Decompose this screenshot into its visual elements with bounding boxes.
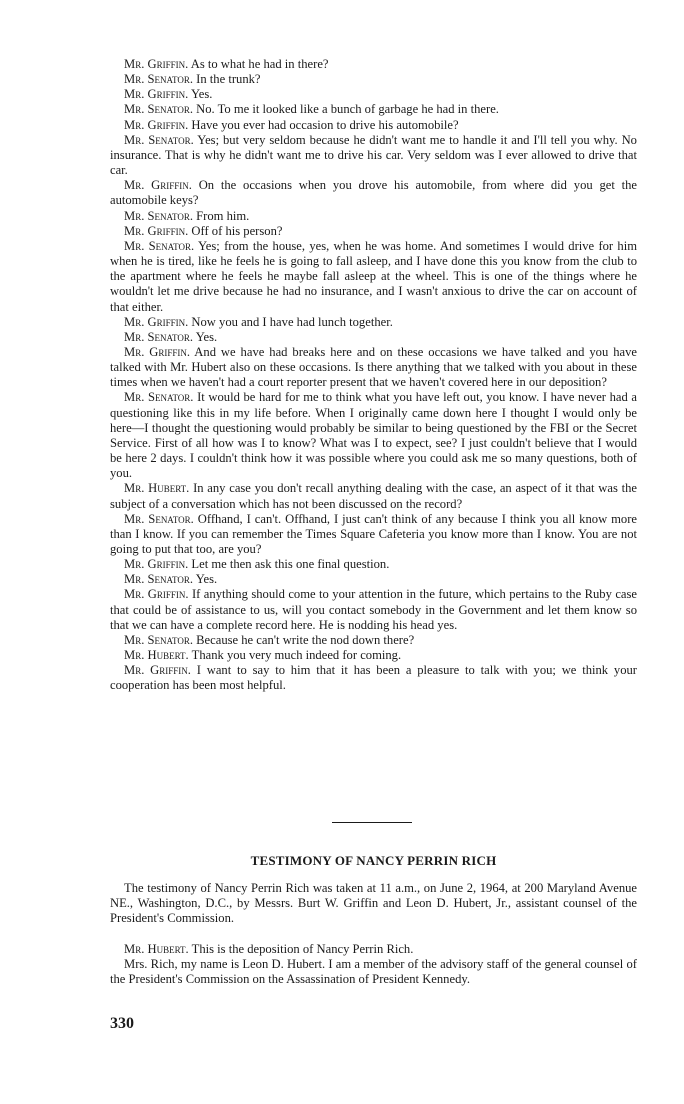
speech-text: Yes. [195, 329, 218, 344]
testimony-intro: The testimony of Nancy Perrin Rich was taken at 11 a.m., on June 2, 1964, at 200 Maryland Avenue NE., Washington, D.C., by Messrs. Burt W. Griffin and Leon D. Hubert, Jr., assistant counsel of the President's Commission. [110, 881, 637, 926]
speech-paragraph [110, 633, 637, 648]
speech-text: Have you ever had occasion to drive his automobile? [191, 117, 459, 132]
speech-paragraph [110, 345, 637, 390]
speaker-name: Mr. Senator. [124, 102, 193, 117]
section-heading: TESTIMONY OF NANCY PERRIN RICH [250, 853, 497, 868]
speech-text: From him. [196, 208, 250, 223]
speaker-name: Mr. Senator. [124, 208, 193, 223]
speaker-name: Mr. Griffin. [124, 314, 189, 329]
speech-paragraph [110, 118, 637, 133]
speech-text: No. To me it looked like a bunch of garbage he had in there. [196, 102, 499, 117]
speech-text: In the trunk? [196, 72, 261, 87]
speech-text: If anything should come to your attention in the future, which pertains to the Ruby case that could be of assistance to us, will you contact somebody in the Government and let them know so that we can have a complete record here. He is nodding his head yes. [110, 587, 637, 632]
page-number: 330 [110, 1015, 134, 1032]
speech-text: Now you and I have had lunch together. [191, 314, 393, 329]
speech-text: And we have had breaks here and on these occasions we have talked and you have talked with Mr. Hubert also on these occasions. Is there anything that we talked with you about in these times when we haven't had a court reporter present that we haven't covered here in our deposition? [110, 344, 637, 390]
speech-paragraph [110, 315, 637, 330]
speech-text: Yes. [195, 572, 218, 587]
speech-text: On the occasions when you drove his automobile, from where did you get the automobile keys? [110, 178, 638, 208]
speech-paragraph [110, 663, 637, 693]
speaker-name: Mr. Griffin. [124, 57, 189, 71]
transcript-continuation [110, 57, 637, 694]
speech-paragraph [110, 572, 637, 587]
speaker-name: Mr. Senator. [124, 329, 193, 344]
speaker-name: Mr. Senator. [124, 632, 193, 647]
speech-paragraph [110, 648, 637, 663]
speaker-name: Mr. Senator. [124, 572, 193, 587]
speech-paragraph [110, 133, 637, 178]
speech-paragraph [110, 57, 637, 72]
speaker-name: Mr. Hubert. [124, 648, 189, 663]
speaker-name: Mr. Griffin. [124, 178, 192, 193]
speaker-name: Mr. Griffin. [124, 344, 191, 359]
speech-paragraph [110, 942, 637, 957]
speaker-name: Mr. Senator. [124, 238, 195, 253]
speech-paragraph [110, 481, 637, 511]
speech-text: Because he can't write the nod down there? [196, 632, 415, 647]
speech-text: Yes; but very seldom because he didn't want me to handle it and I'll tell you why. No insurance. That is why he didn't want me to drive his car. Very seldom was I ever allowed to drive that car. [110, 132, 637, 178]
speaker-name: Mr. Senator. [124, 132, 194, 147]
speech-text: In any case you don't recall anything dealing with the case, an aspect of it that was the subject of a conversation which has not been discussed on the record? [110, 481, 638, 511]
speech-text: Off of his person? [191, 223, 283, 238]
speaker-name: Mr. Griffin. [124, 87, 189, 102]
speaker-name: Mr. Hubert. [124, 481, 190, 496]
speech-text: Mrs. Rich, my name is Leon D. Hubert. I am a member of the advisory staff of the general counsel of the President's Commission on the Assassination of President Kennedy. [110, 957, 637, 987]
speech-paragraph [110, 224, 637, 239]
speech-paragraph [110, 390, 637, 481]
speech-text: As to what he had in there? [190, 57, 329, 71]
speech-paragraph [110, 330, 637, 345]
speech-paragraph [110, 587, 637, 632]
speaker-name: Mr. Senator. [124, 511, 194, 526]
speech-paragraph [110, 557, 637, 572]
speech-paragraph [110, 102, 637, 117]
speaker-name: Mr. Senator. [124, 72, 193, 87]
speech-text: It would be hard for me to think what you have left out, you know. I have never had a questioning like this in my life before. When I originally came down here I thought I would only be here—I thought the questioning would probably be similar to being questioned by the FBI or the Secret Service. First of all how was I to know? What was I to expect, see? I just couldn't believe that I would be here 2 days. I couldn't think how it was possible where you could ask me so many questions, both of you. [110, 390, 637, 481]
speaker-name: Mr. Griffin. [124, 557, 189, 572]
speech-paragraph [110, 87, 637, 102]
speech-paragraph [110, 239, 637, 315]
speech-text: I want to say to him that it has been a pleasure to talk with you; we think your cooperation has been most helpful. [110, 663, 637, 693]
speaker-name: Mr. Griffin. [124, 117, 189, 132]
speech-text: Offhand, I can't. Offhand, I just can't think of any because I think you all know more than I know. If you can remember the Times Square Cafeteria you know more than I know. You are not going to put that too, are you? [110, 511, 637, 556]
speech-paragraph [110, 957, 637, 987]
speaker-name: Mr. Senator. [124, 390, 194, 405]
speech-text: Yes; from the house, yes, when he was home. And sometimes I would drive for him when he is tired, like he feels he is going to fall asleep, and I have done this you know from the club to the apartment where he feels he maybe fall asleep at the wheel. This is one of the things where he wouldn't let me drive because he had no insurance, and I wasn't anxious to drive the car on account of that either. [110, 238, 638, 314]
speech-paragraph [110, 512, 637, 557]
speech-paragraph [110, 72, 637, 87]
speaker-name: Mr. Hubert. [124, 942, 189, 956]
speech-text: Yes. [190, 87, 213, 102]
section-divider [332, 822, 412, 823]
speaker-name: Mr. Griffin. [124, 587, 189, 602]
speaker-name: Mr. Griffin. [124, 223, 189, 238]
speech-text: Thank you very much indeed for coming. [191, 648, 402, 663]
speech-text: This is the deposition of Nancy Perrin Rich. [191, 942, 414, 956]
speech-paragraph [110, 178, 637, 208]
speech-paragraph [110, 209, 637, 224]
speaker-name: Mr. Griffin. [124, 663, 191, 678]
deposition-opening [110, 942, 637, 987]
speech-text: Let me then ask this one final question. [191, 557, 390, 572]
